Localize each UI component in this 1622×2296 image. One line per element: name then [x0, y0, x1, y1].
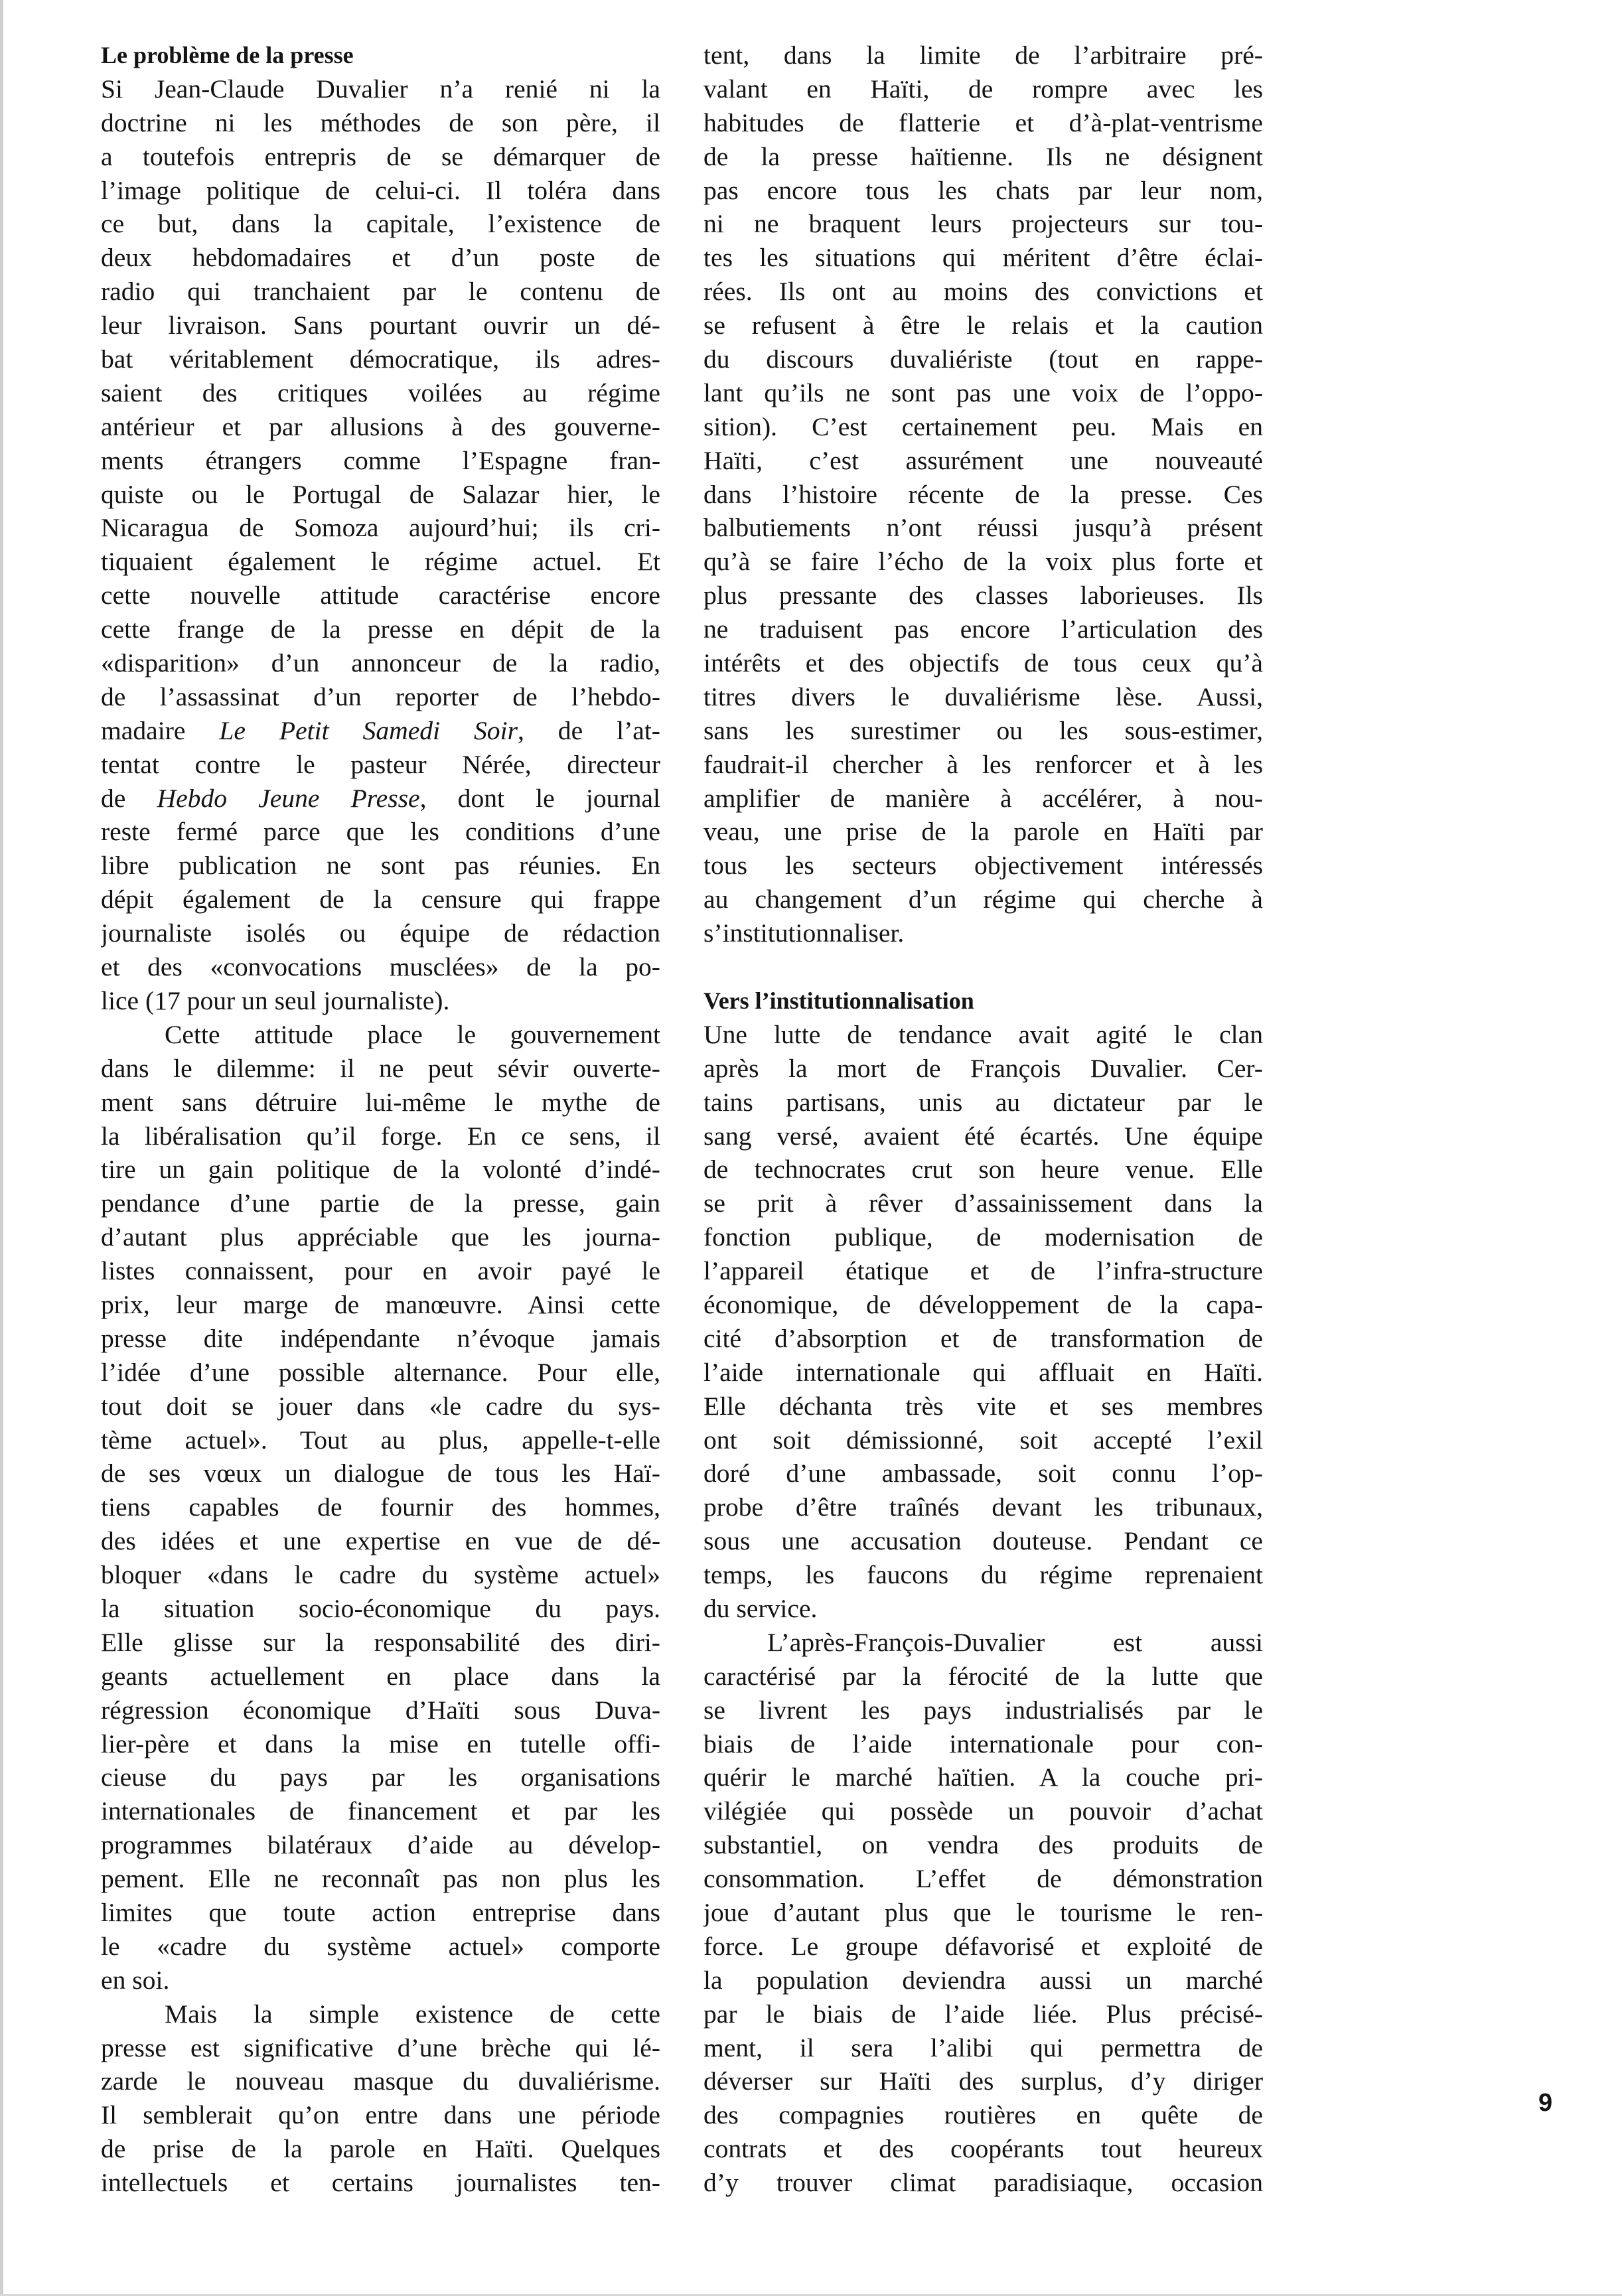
text-line: de technocrates crut son heure venue. Elle	[703, 1155, 1263, 1184]
paragraph-gap	[703, 950, 1263, 984]
text-line: probe d’être traînés devant les tribunaux,	[703, 1492, 1263, 1522]
text-line: fonction publique, de modernisation de	[703, 1222, 1263, 1252]
text-line: rées. Ils ont au moins des convictions et	[703, 277, 1263, 307]
text-line: économique, de développement de la capa-	[703, 1289, 1263, 1319]
text-line: après la mort de François Duvalier. Cer-	[703, 1053, 1263, 1083]
text-line: doctrine ni les méthodes de son père, il	[101, 108, 660, 137]
text-line: la libéralisation qu’il forge. En ce sens, il	[101, 1121, 660, 1151]
text-line: par le biais de l’aide liée. Plus précisé-	[703, 1999, 1263, 2029]
right-column	[703, 38, 1263, 2200]
text-line: de l’assassinat d’un reporter de l’hebdo-	[101, 682, 660, 711]
text-line: caractérisé par la férocité de la lutte que	[703, 1661, 1263, 1691]
text-line: qu’à se faire l’écho de la voix plus forte et	[703, 547, 1263, 577]
text-line: contrats et des coopérants tout heureux	[703, 2134, 1263, 2164]
text-line: et des «convocations musclées» de la po-	[101, 952, 660, 982]
text-line: cité d’absorption et de transformation de	[703, 1323, 1263, 1353]
text-line: Nicaragua de Somoza aujourd’hui; ils cri-	[101, 513, 660, 543]
text-line: doré d’une ambassade, soit connu l’op-	[703, 1459, 1263, 1488]
text-line: radio qui tranchaient par le contenu de	[101, 277, 660, 307]
text-line: lice (17 pour un seul journaliste).	[101, 985, 450, 1015]
text-line: tentat contre le pasteur Nérée, directeur	[101, 749, 660, 779]
text-line: ment, il sera l’alibi qui permettra de	[703, 2033, 1263, 2062]
text-line: tains partisans, unis au dictateur par le	[703, 1087, 1263, 1117]
text-line: d’autant plus appréciable que les journa-	[101, 1222, 660, 1252]
text-line: se refusent à être le relais et la caution	[703, 311, 1263, 340]
text-line: titres divers le duvaliérisme lèse. Aussi,	[703, 682, 1263, 711]
text-line: quérir le marché haïtien. A la couche pri-	[703, 1762, 1263, 1792]
text-line: tème actuel». Tout au plus, appelle-t-elle	[101, 1425, 660, 1455]
text-line: limites que toute action entreprise dans	[101, 1897, 660, 1927]
text-line: biais de l’aide internationale pour con-	[703, 1729, 1263, 1758]
text-line: valant en Haïti, de rompre avec les	[703, 74, 1263, 104]
text-line: ne traduisent pas encore l’articulation des	[703, 614, 1263, 644]
text-line: antérieur et par allusions à des gouverne-	[101, 411, 660, 441]
text-line: l’image politique de celui-ci. Il toléra dans	[101, 175, 660, 205]
text-line: Haïti, c’est assurément une nouveauté	[703, 445, 1263, 475]
text-line: quiste ou le Portugal de Salazar hier, le	[101, 479, 660, 509]
text-line: la population deviendra aussi un marché	[703, 1965, 1263, 1995]
text-line: prix, leur marge de manœuvre. Ainsi cette	[101, 1289, 660, 1319]
text-line: faudrait-il chercher à les renforcer et à les	[703, 749, 1263, 779]
text-line: Elle glisse sur la responsabilité des diri-	[101, 1627, 660, 1657]
text-line: bloquer «dans le cadre du système actuel»	[101, 1560, 660, 1590]
text-line: sous une accusation douteuse. Pendant ce	[703, 1526, 1263, 1556]
text-line: s’institutionnaliser.	[703, 918, 905, 948]
text-line: balbutiements n’ont réussi jusqu’à présent	[703, 513, 1263, 543]
text-line: internationales de financement et par les	[101, 1796, 660, 1826]
text-line: la situation socio-économique du pays.	[101, 1593, 660, 1623]
text-line: dépit également de la censure qui frappe	[101, 885, 660, 914]
text-line: intellectuels et certains journalistes ten-	[101, 2168, 660, 2198]
text-line: programmes bilatéraux d’aide au dévelop-	[101, 1830, 660, 1860]
text-line: Une lutte de tendance avait agité le clan	[703, 1019, 1263, 1049]
text-line: sans les surestimer ou les sous-estimer,	[703, 715, 1263, 745]
text-line: dans le dilemme: il ne peut sévir ouverte-	[101, 1053, 660, 1083]
text-line: Si Jean-Claude Duvalier n’a renié ni la	[101, 74, 660, 104]
text-line: substantiel, on vendra des produits de	[703, 1830, 1263, 1860]
text-line: force. Le groupe défavorisé et exploité de	[703, 1931, 1263, 1961]
text-line: leur livraison. Sans pourtant ouvrir un dé-	[101, 311, 660, 340]
text-line: «disparition» d’un annonceur de la radio,	[101, 648, 660, 678]
text-line: de la presse haïtienne. Ils ne désignent	[703, 141, 1263, 171]
text-line: a toutefois entrepris de se démarquer de	[101, 141, 660, 171]
text-line: habitudes de flatterie et d’à-plat-ventrisme	[703, 108, 1263, 137]
text-line: journaliste isolés ou équipe de rédaction	[101, 918, 660, 948]
text-line: du service.	[703, 1593, 818, 1623]
text-line: saient des critiques voilées au régime	[101, 378, 660, 407]
text-line: ments étrangers comme l’Espagne fran-	[101, 445, 660, 475]
text-line: ni ne braquent leurs projecteurs sur tou-	[703, 209, 1263, 239]
text-line: Il semblerait qu’on entre dans une période	[101, 2100, 660, 2130]
text-line: cette frange de la presse en dépit de la	[101, 614, 660, 644]
text-line: libre publication ne sont pas réunies. En	[101, 851, 660, 881]
text-line: pas encore tous les chats par leur nom,	[703, 175, 1263, 205]
publication-title: Hebdo Jeune Presse	[157, 783, 420, 813]
text-line: tout doit se jouer dans «le cadre du sys-	[101, 1391, 660, 1421]
text-line: Cette attitude place le gouvernement	[165, 1019, 660, 1049]
text-line: madaire Le Petit Samedi Soir, de l’at-	[101, 715, 660, 745]
scan-edge	[0, 0, 3, 2296]
text-line: cieuse du pays par les organisations	[101, 1762, 660, 1792]
text-line: se livrent les pays industrialisés par le	[703, 1695, 1263, 1725]
text-line: intérêts et des objectifs de tous ceux qu’à	[703, 648, 1263, 678]
page-number: 9	[1538, 2089, 1553, 2117]
text-line: ont soit démissionné, soit accepté l’exil	[703, 1425, 1263, 1455]
text-line: le «cadre du système actuel» comporte	[101, 1931, 660, 1961]
section-heading: Le problème de la presse	[101, 42, 354, 68]
text-line: des compagnies routières en quête de	[703, 2100, 1263, 2130]
text-line: vilégiée qui possède un pouvoir d’achat	[703, 1796, 1263, 1826]
text-line: consommation. L’effet de démonstration	[703, 1864, 1263, 1894]
text-line: lant qu’ils ne sont pas une voix de l’oppo-	[703, 378, 1263, 407]
text-line: lier-père et dans la mise en tutelle offi-	[101, 1729, 660, 1758]
text-line: tire un gain politique de la volonté d’indé-	[101, 1155, 660, 1184]
text-line: cette nouvelle attitude caractérise encore	[101, 581, 660, 610]
text-line: pendance d’une partie de la presse, gain	[101, 1188, 660, 1218]
text-line: tiens capables de fournir des hommes,	[101, 1492, 660, 1522]
text-line: tous les secteurs objectivement intéressés	[703, 851, 1263, 881]
text-line: de Hebdo Jeune Presse, dont le journal	[101, 783, 660, 813]
text-line: pement. Elle ne reconnaît pas non plus les	[101, 1864, 660, 1894]
text-line: ment sans détruire lui-même le mythe de	[101, 1087, 660, 1117]
text-line: sang versé, avaient été écartés. Une équipe	[703, 1121, 1263, 1151]
text-line: tent, dans la limite de l’arbitraire pré-	[703, 40, 1263, 70]
text-line: presse est significative d’une brèche qui lé-	[101, 2033, 660, 2062]
text-line: Elle déchanta très vite et ses membres	[703, 1391, 1263, 1421]
text-line: tes les situations qui méritent d’être éclai-	[703, 243, 1263, 273]
text-line: reste fermé parce que les conditions d’une	[101, 817, 660, 847]
text-line: bat véritablement démocratique, ils adres-	[101, 344, 660, 374]
text-line: sition). C’est certainement peu. Mais en	[703, 411, 1263, 441]
text-line: tiquaient également le régime actuel. Et	[101, 547, 660, 577]
text-line: L’après-François-Duvalier est aussi	[767, 1627, 1263, 1657]
text-line: l’appareil étatique et de l’infra-structure	[703, 1256, 1263, 1286]
text-line: au changement d’un régime qui cherche à	[703, 885, 1263, 914]
text-line: joue d’autant plus que le tourisme le ren-	[703, 1897, 1263, 1927]
text-line: se prit à rêver d’assainissement dans la	[703, 1188, 1263, 1218]
text-line: presse dite indépendante n’évoque jamais	[101, 1323, 660, 1353]
publication-title: Le Petit Samedi Soir	[219, 715, 518, 745]
text-line: déverser sur Haïti des surplus, d’y diriger	[703, 2066, 1263, 2096]
text-line: Mais la simple existence de cette	[165, 1999, 660, 2029]
text-line: veau, une prise de la parole en Haïti par	[703, 817, 1263, 847]
text-line: ce but, dans la capitale, l’existence de	[101, 209, 660, 239]
text-line: amplifier de manière à accélérer, à nou-	[703, 783, 1263, 813]
text-line: de prise de la parole en Haïti. Quelques	[101, 2134, 660, 2164]
text-line: en soi.	[101, 1965, 170, 1995]
text-line: des idées et une expertise en vue de dé-	[101, 1526, 660, 1556]
text-line: temps, les faucons du régime reprenaient	[703, 1560, 1263, 1590]
text-line: listes connaissent, pour en avoir payé le	[101, 1256, 660, 1286]
text-line: deux hebdomadaires et d’un poste de	[101, 243, 660, 273]
text-line: d’y trouver climat paradisiaque, occasion	[703, 2168, 1263, 2198]
text-line: l’aide internationale qui affluait en Haïti.	[703, 1357, 1263, 1387]
text-line: de ses vœux un dialogue de tous les Haï-	[101, 1459, 660, 1488]
text-line: plus pressante des classes laborieuses. Ils	[703, 581, 1263, 610]
left-column	[101, 38, 660, 2200]
text-line: l’idée d’une possible alternance. Pour elle,	[101, 1357, 660, 1387]
text-line: du discours duvaliériste (tout en rappe-	[703, 344, 1263, 374]
text-line: dans l’histoire récente de la presse. Ces	[703, 479, 1263, 509]
text-line: régression économique d’Haïti sous Duva-	[101, 1695, 660, 1725]
text-line: geants actuellement en place dans la	[101, 1661, 660, 1691]
text-line: zarde le nouveau masque du duvaliérisme.	[101, 2066, 660, 2096]
section-heading: Vers l’institutionnalisation	[703, 987, 974, 1014]
